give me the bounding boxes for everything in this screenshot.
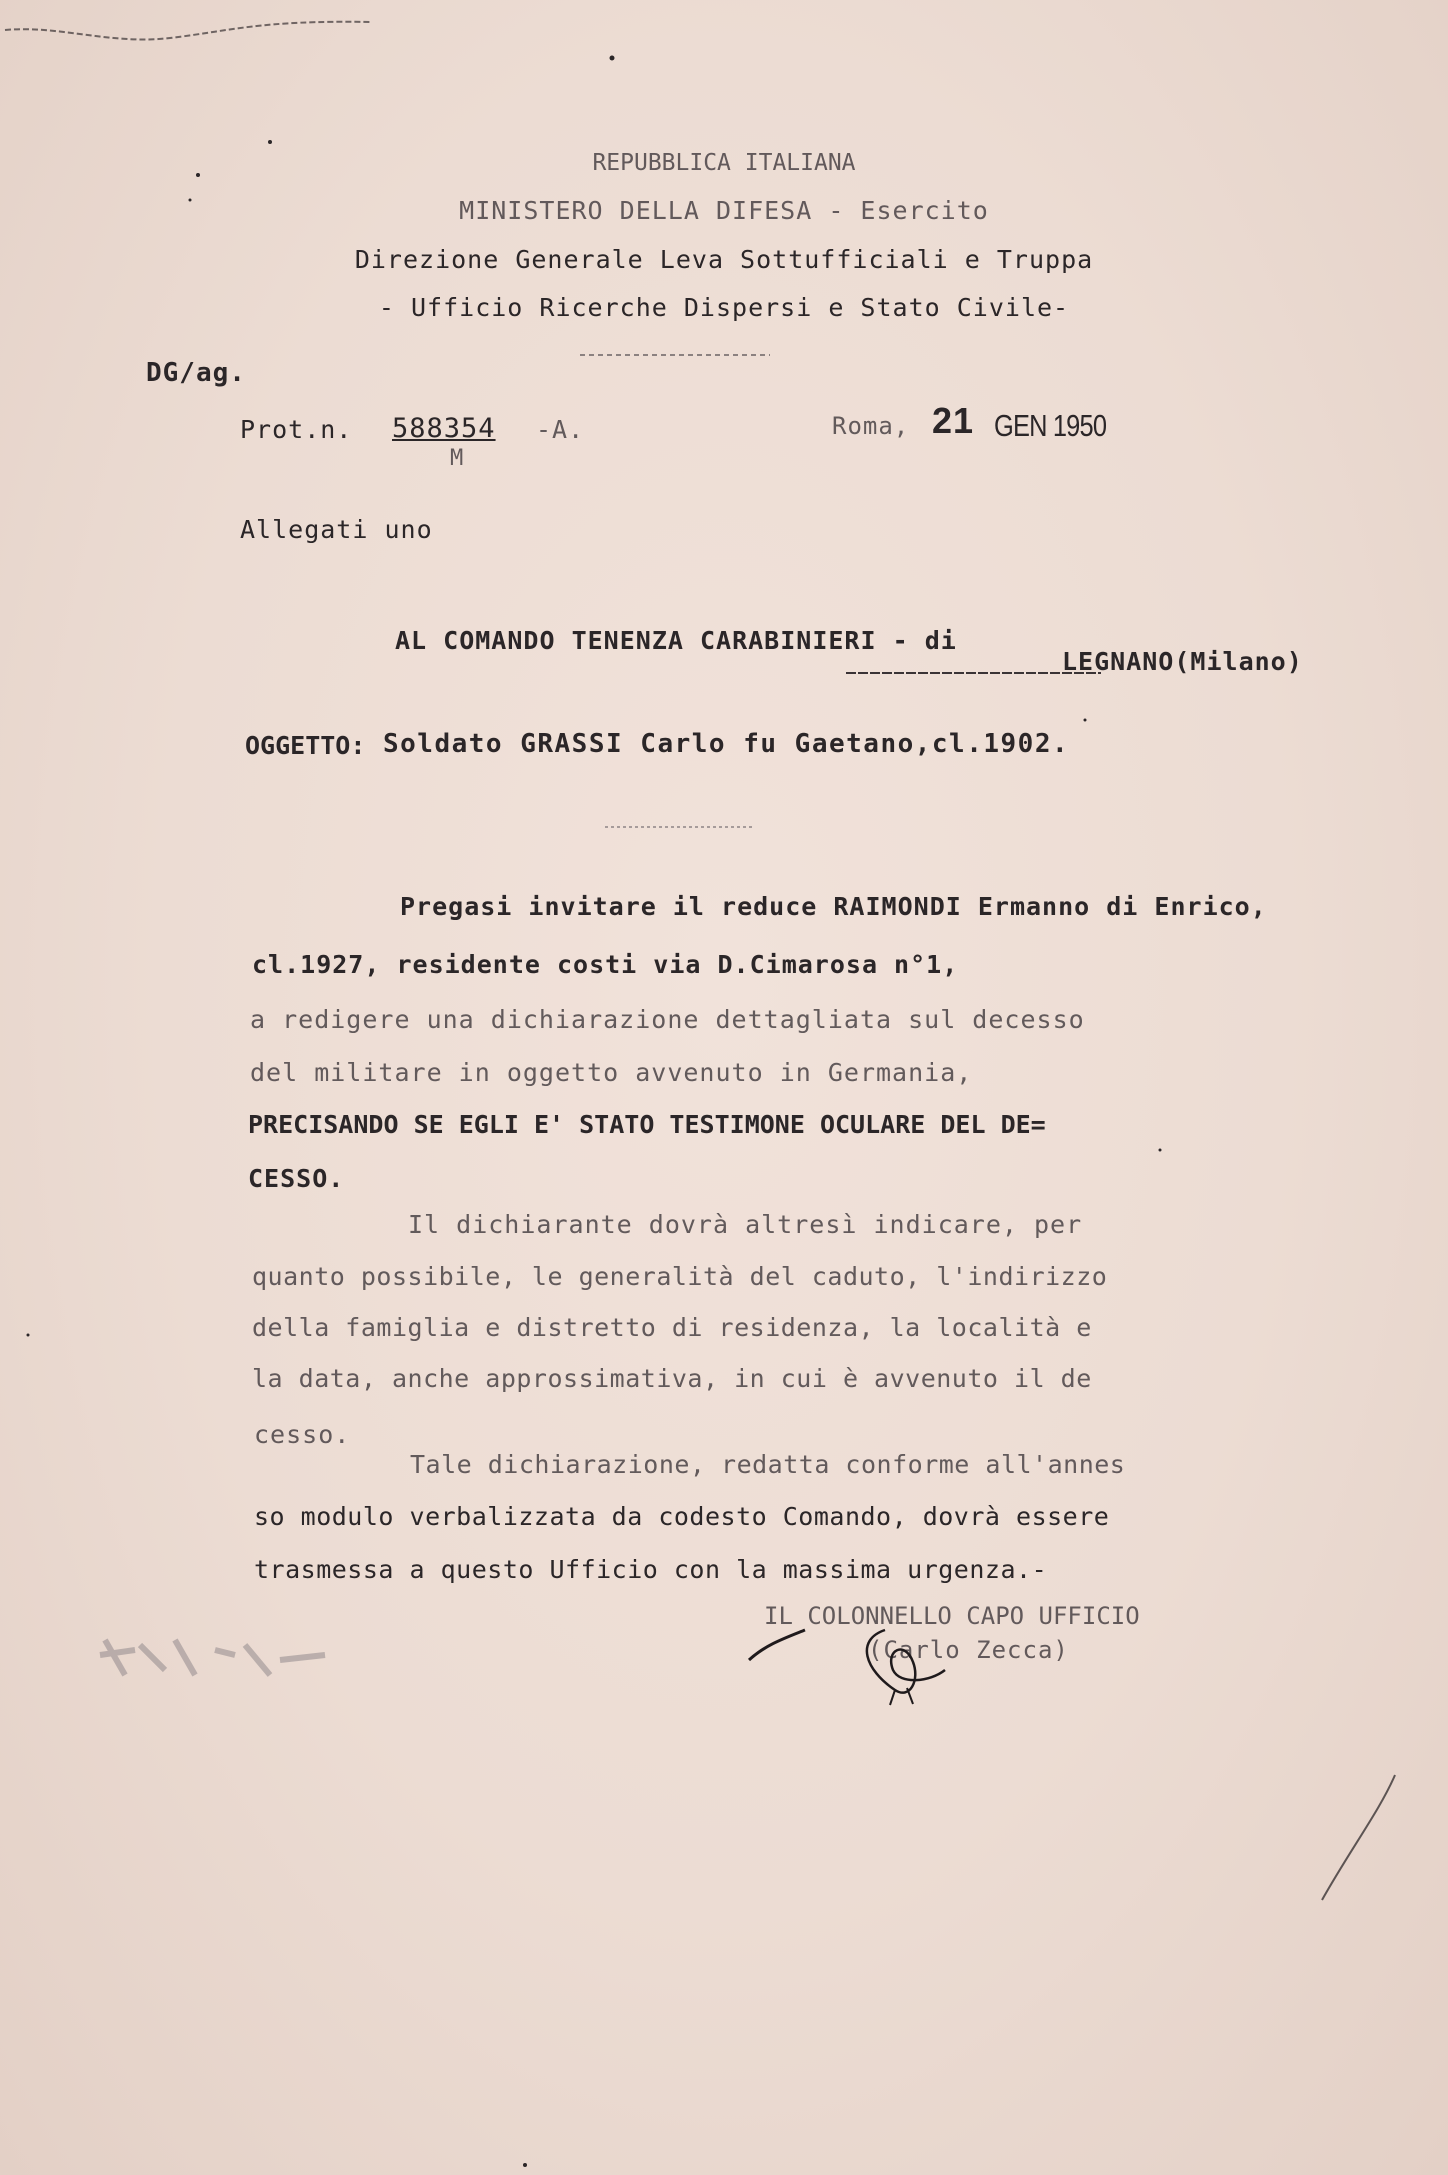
subject-label: OGGETTO: (245, 731, 366, 760)
header-directorate: Direzione Generale Leva Sottufficiali e Truppa (354, 245, 1094, 274)
header-ministry: MINISTERO DELLA DIFESA - Esercito (459, 196, 989, 225)
header-office: - Ufficio Ricerche Dispersi e Stato Civile- (378, 293, 1070, 322)
protocol-sub: M (450, 446, 465, 471)
body-p1-line3: a redigere una dichiarazione dettagliata sul decesso (250, 1005, 1085, 1034)
protocol-suffix: -A. (536, 415, 585, 444)
body-p1-line4: del militare in oggetto avvenuto in Germania, (250, 1058, 973, 1087)
signature-name: (Carlo Zecca) (868, 1636, 1069, 1664)
body-p2-line5: cesso. (254, 1420, 351, 1449)
subject-text: Soldato GRASSI Carlo fu Gaetano,cl.1902. (383, 729, 1070, 759)
body-p2-line1: Il dichiarante dovrà altresì indicare, per (408, 1210, 1083, 1239)
body-p1-line2: cl.1927, residente costi via D.Cimarosa n°1, (252, 950, 959, 979)
body-p3-line3: trasmessa a questo Ufficio con la massima urgenza.- (254, 1555, 1048, 1584)
date-day: 21 (932, 400, 975, 441)
recipient-label: AL COMANDO TENENZA CARABINIERI - di (395, 626, 957, 655)
body-p1-line6: CESSO. (248, 1164, 345, 1193)
body-p2-line2: quanto possibile, le generalità del caduto, l'indirizzo (252, 1262, 1108, 1291)
header-republic: REPUBBLICA ITALIANA (592, 150, 856, 176)
place-label: Roma, (832, 412, 910, 440)
body-p3-line1: Tale dichiarazione, redatta conforme all'annes (410, 1450, 1126, 1479)
protocol-number: 588354 (392, 413, 496, 444)
attachments: Allegati uno (240, 515, 433, 544)
body-p1-line1: Pregasi invitare il reduce RAIMONDI Ermanno di Enrico, (400, 892, 1267, 921)
reference-code: DG/ag. (146, 358, 246, 388)
body-p1-line5: PRECISANDO SE EGLI E' STATO TESTIMONE OCULARE DEL DE= (248, 1110, 1046, 1139)
body-p3-line2: so modulo verbalizzata da codesto Comando, dovrà essere (254, 1502, 1110, 1531)
body-p2-line4: la data, anche approssimativa, in cui è avvenuto il de (252, 1364, 1092, 1393)
date-month-year: GEN 1950 (994, 408, 1107, 443)
recipient-location: LEGNANO(Milano) (1062, 647, 1303, 676)
body-p2-line3: della famiglia e distretto di residenza, la località e (252, 1313, 1092, 1342)
signature-title: IL COLONNELLO CAPO UFFICIO (764, 1602, 1140, 1630)
protocol-label: Prot.n. (240, 415, 353, 444)
